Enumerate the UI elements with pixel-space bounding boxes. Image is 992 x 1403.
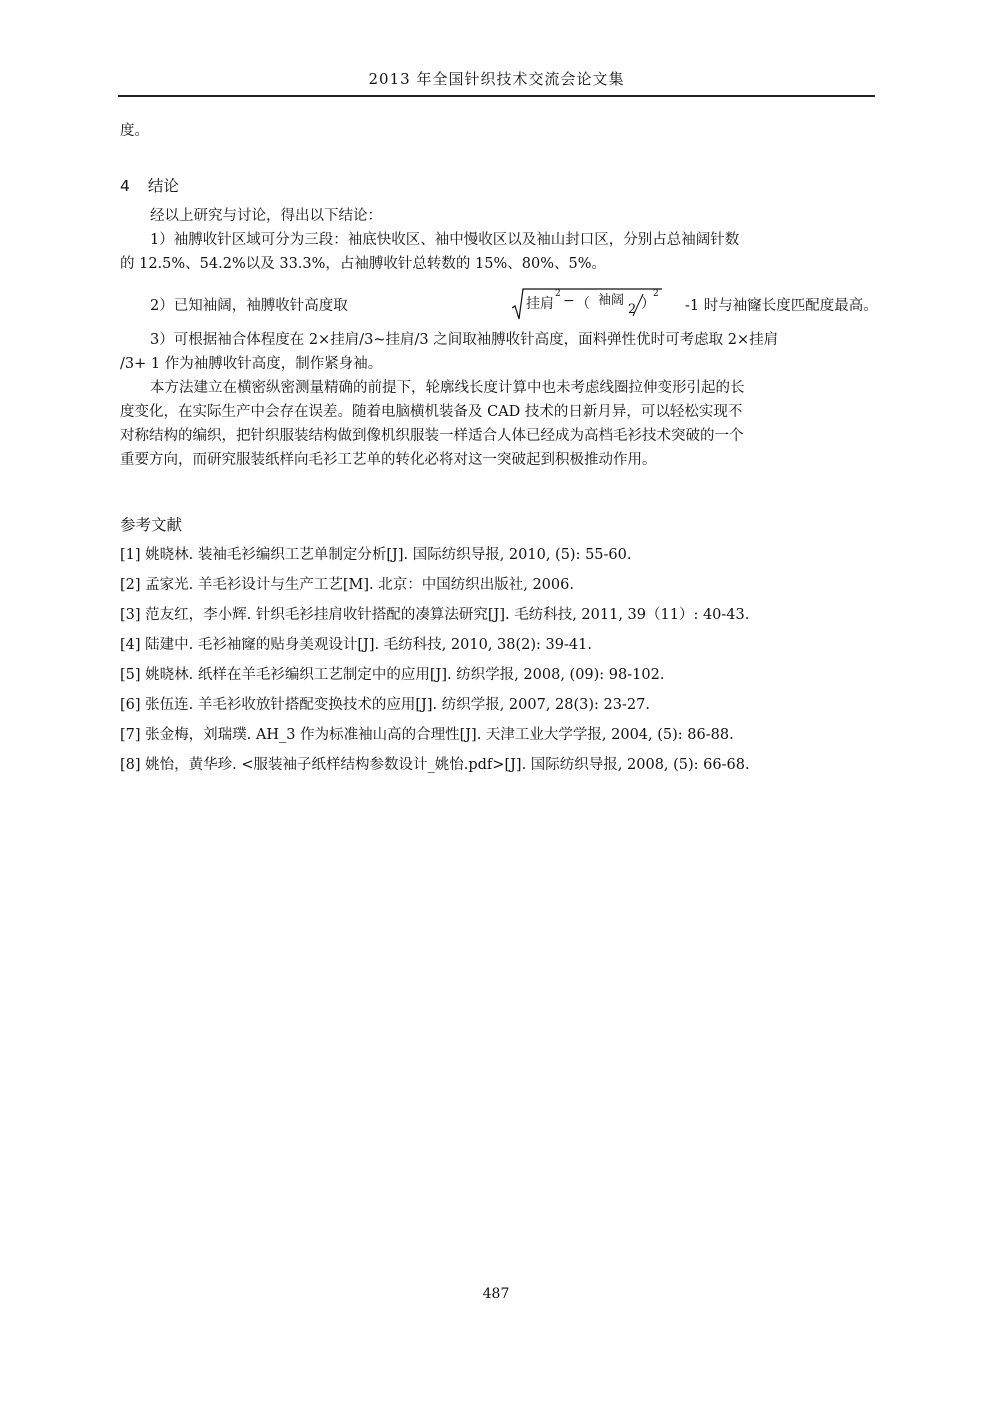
conclusion-item-3-line-1: 3）可根据袖合体程度在 2×挂肩/3~挂肩/3 之间取袖膊收针高度，面料弹性优时可考虑取 2×挂肩 — [150, 332, 779, 348]
reference-item-3: [3] 范友红，李小辉. 针织毛衫挂肩收针搭配的凑算法研究[J]. 毛纺科技, 2011, 39（11）: 40-43. — [120, 607, 750, 623]
conclusion-item-1-line-1: 1）袖膊收针区域可分为三段：袖底快收区、袖中慢收区以及袖山封口区，分别占总袖阔针数 — [150, 232, 740, 248]
conclusion-item-2-suffix: -1 时与袖窿长度匹配度最高。 — [685, 298, 878, 314]
formula-shoulder: 挂肩 — [526, 296, 554, 312]
page-number: 487 — [482, 1286, 510, 1302]
reference-item-8: [8] 姚怡，黄华珍. <服装袖子纸样结构参数设计_姚怡.pdf>[J]. 国际纺织导报, 2008, (5): 66-68. — [120, 757, 750, 773]
conclusion-block-1 — [120, 204, 872, 276]
conclusion-item-3-line-2: /3+ 1 作为袖膊收针高度，制作紧身袖。 — [120, 356, 383, 372]
continuation-text: 度。 — [120, 123, 149, 139]
conclusion-item-2-prefix: 2）已知袖阔，袖膊收针高度取 — [150, 298, 348, 314]
formula-minus: − — [563, 293, 575, 309]
section-number: 4 — [120, 177, 130, 195]
reference-item-5: [5] 姚晓林. 纸样在羊毛衫编织工艺制定中的应用[J]. 纺织学报, 2008, (09): 98-102. — [120, 667, 665, 683]
formula-exponent-2: 2 — [653, 289, 659, 299]
closing-paragraph-line-2: 度变化，在实际生产中会存在误差。随着电脑横机装备及 CAD 技术的日新月异，可以轻松实现不 — [120, 404, 743, 420]
closing-paragraph-line-3: 对称结构的编织，把针织服装结构做到像机织服装一样适合人体已经成为高档毛衫技术突破的一个 — [120, 428, 744, 444]
formula-numerator: 袖阔 — [598, 293, 625, 308]
reference-item-7: [7] 张金梅，刘瑞璞. AH_3 作为标准袖山高的合理性[J]. 天津工业大学学报, 2004, (5): 86-88. — [120, 727, 734, 743]
formula-exponent-1: 2 — [555, 289, 561, 299]
formula-right-paren: ） — [641, 296, 655, 312]
reference-item-1: [1] 姚晓林. 装袖毛衫编织工艺单制定分析[J]. 国际纺织导报, 2010, (5): 55-60. — [120, 547, 632, 563]
section-heading — [120, 174, 179, 196]
references-heading: 参考文献 — [120, 516, 183, 534]
reference-list — [120, 545, 872, 785]
section-title: 结论 — [147, 177, 179, 195]
formula-denominator: 2 — [628, 302, 637, 317]
running-header: 2013 年全国针织技术交流会论文集 — [368, 70, 625, 88]
formula-left-paren: （ — [576, 296, 590, 312]
conclusion-intro: 经以上研究与讨论，得出以下结论： — [150, 208, 382, 224]
header-rule — [118, 95, 875, 97]
closing-paragraph-line-4: 重要方向，而研究服装纸样向毛衫工艺单的转化必将对这一突破起到积极推动作用。 — [120, 452, 657, 468]
conclusion-item-1-line-2: 的 12.5%、54.2%以及 33.3%，占袖膊收针总转数的 15%、80%、5%。 — [120, 256, 606, 272]
conclusion-item-2 — [120, 288, 878, 318]
reference-item-6: [6] 张伍连. 羊毛衫收放针搭配变换技术的应用[J]. 纺织学报, 2007, 28(3): 23-27. — [120, 697, 650, 713]
formula — [512, 288, 662, 320]
reference-item-2: [2] 孟家光. 羊毛衫设计与生产工艺[M]. 北京：中国纺织出版社, 2006. — [120, 577, 574, 593]
conclusion-block-2 — [120, 328, 872, 472]
closing-paragraph-line-1: 本方法建立在横密纵密测量精确的前提下，轮廓线长度计算中也未考虑线圈拉伸变形引起的长 — [150, 380, 745, 396]
reference-item-4: [4] 陆建中. 毛衫袖窿的贴身美观设计[J]. 毛纺科技, 2010, 38(2): 39-41. — [120, 637, 592, 653]
